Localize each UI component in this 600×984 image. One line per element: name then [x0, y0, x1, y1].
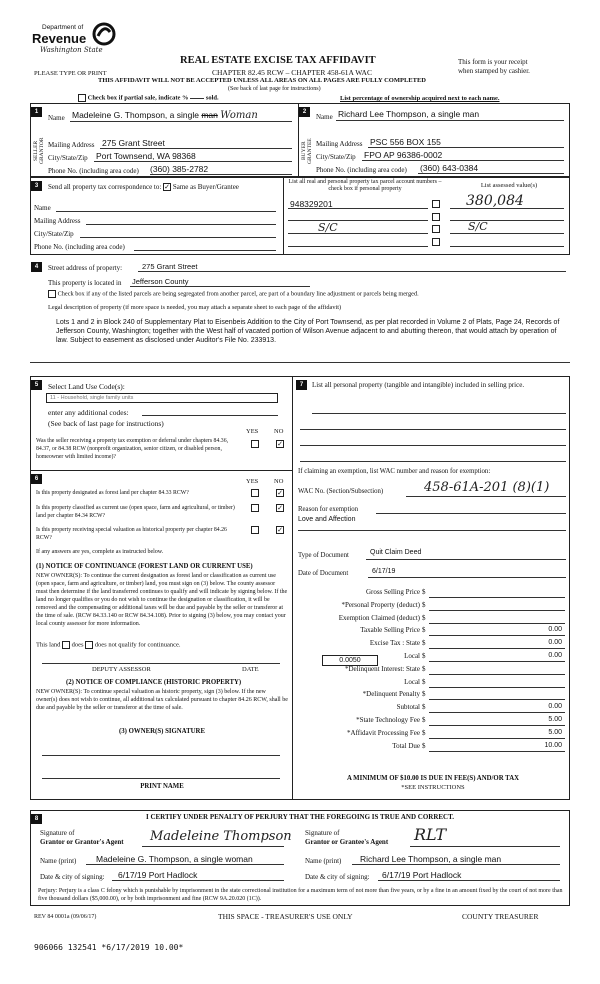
rev-number: REV 84 0001a (09/06/17)	[34, 914, 97, 920]
grantee-date-label: Date & city of signing:	[305, 873, 370, 881]
section-3-number: 3	[31, 181, 42, 191]
county-value: Jefferson County	[132, 277, 189, 286]
receipt-note-1: This form is your receipt	[458, 58, 528, 66]
revenue-swirl-icon	[92, 22, 116, 46]
see-back: (See back of last page for instructions)	[228, 86, 321, 92]
fee-label: Subtotal	[396, 703, 420, 712]
fee-label: Excise Tax : State	[369, 639, 420, 648]
forest-no-checkbox[interactable]: ✓	[277, 489, 283, 497]
fee-label: Taxable Selling Price	[360, 626, 420, 635]
seller-name: Madeleine G. Thompson, a single man Woman	[72, 110, 258, 121]
land-use-select[interactable]: 11 - Household, single family units	[46, 393, 278, 403]
current-use-question: Is this property classified as current use (open space, farm and agricultural, or timber) land per chapter 84.34 RCW?	[36, 505, 235, 519]
fee-dollar: $	[422, 613, 426, 622]
revenue-logo	[32, 20, 122, 60]
segregation-checkbox[interactable]	[48, 290, 56, 298]
notice1-body: NEW OWNER(S): To continue the current designation as forest land or classification as current use (open space, farm and agriculture, or timber) land, you must sign on (3) below. The county assessor must then determine if the land transferred continues to qualify and will indicate by signing below. If the land no longer qualifies or you do not wish to continue the designation or classification, it will be removed and the compensating or additional taxes will be due and payable by the seller or transferor at the time of sale. (RCW 84.33.140 or RCW 84.34.108). Prior to signing (3) below, you may contact your local county assessor for more information.	[36, 573, 288, 627]
form-chapter: CHAPTER 82.45 RCW – CHAPTER 458-61A WAC	[212, 68, 372, 77]
located-label: This property is located in	[48, 279, 122, 287]
see-instructions: *SEE INSTRUCTIONS	[401, 784, 465, 791]
fee-label: Exemption Claimed (deduct)	[338, 613, 420, 622]
fee-label: Local	[404, 677, 420, 686]
fee-dollar: $	[422, 716, 426, 724]
fee-dollar: $	[422, 703, 426, 712]
does-checkbox[interactable]	[62, 641, 70, 649]
perjury-text: Perjury: Perjury is a class C felony which is punishable by imprisonment in the state correctional institution for a maximum term of not more than five years, or by a fine in an amount fixed by the court of not more than five thousand dollars ($5,000.00), or by both imprisonment and fine (RCW 9A.20.020 (1C)).	[38, 888, 563, 902]
fee-row	[300, 703, 570, 715]
fee-row	[300, 601, 570, 613]
fee-row	[300, 742, 570, 754]
assessed-2: S/C	[468, 220, 488, 233]
section-2-number: 2	[299, 107, 310, 117]
fee-dollar: $	[422, 626, 426, 635]
reason-label: Reason for exemption	[298, 506, 359, 513]
partial-sale-checkbox[interactable]	[78, 94, 86, 102]
local-rate-box: 0.0050	[322, 655, 378, 666]
wac-label: WAC No. (Section/Subsection)	[298, 488, 384, 495]
exemption-yes-checkbox[interactable]	[251, 440, 259, 448]
grantor-signature: Madeleine Thompson	[150, 829, 292, 844]
personal-property-label: List all personal property (tangible and intangible) included in selling price.	[312, 381, 525, 389]
parcel-1-checkbox[interactable]	[432, 200, 440, 208]
parcel-4-checkbox[interactable]	[432, 238, 440, 246]
send-correspondence: Send all property tax correspondence to: ✓ Same as Buyer/Grantee	[48, 183, 239, 192]
grantee-date-city: 6/17/19 Port Hadlock	[382, 870, 462, 880]
grantor-date-city: 6/17/19 Port Hadlock	[118, 870, 198, 880]
fee-row	[300, 678, 570, 690]
notice2-body: NEW OWNER(S): To continue special valuation as historic property, sign (3) below. If the new owner(s) does not wish to continue, all additional tax calculated pursuant to chapter 84.26 RCW, shall be due and payable by the seller or transferor at the time of sale.	[36, 689, 288, 711]
fee-dollar: $	[422, 639, 426, 648]
buyer-side-label: BUYER GRANTEE	[301, 138, 313, 164]
fee-label: Total Due	[392, 741, 420, 750]
fee-label: *State Technology Fee	[356, 716, 420, 724]
form-warning: THIS AFFIDAVIT WILL NOT BE ACCEPTED UNLESS ALL AREAS ON ALL PAGES ARE FULLY COMPLETED	[98, 77, 426, 84]
sold-label: sold.	[205, 94, 219, 102]
this-land-row: This land does does not qualify for continuance.	[36, 641, 181, 649]
section-6-number: 6	[31, 474, 42, 484]
parcel-2: S/C	[318, 221, 338, 234]
partial-sale-row	[78, 94, 219, 102]
partial-sale-label: Check box if partial sale, indicate %	[87, 94, 189, 102]
current-use-yes-checkbox[interactable]	[251, 504, 259, 512]
fee-value: 5.00	[548, 716, 562, 723]
buyer-city-label: City/State/Zip	[316, 153, 356, 161]
assessed-1: 380,084	[466, 193, 524, 209]
fee-dollar: $	[422, 677, 426, 686]
wac-value: 458-61A-201 (8)(1)	[424, 480, 550, 495]
assessed-header: List assessed value(s)	[480, 182, 538, 189]
exemption-no-checkbox[interactable]: ✓	[277, 440, 283, 448]
does-not-checkbox[interactable]	[85, 641, 93, 649]
ownership-list: List percentage of ownership acquired next to each name.	[340, 95, 500, 102]
dept-line1: Department of	[42, 24, 84, 31]
fee-label: *Affidavit Processing Fee	[347, 728, 420, 737]
doc-date-value: 6/17/19	[372, 568, 396, 575]
minimum-note: A MINIMUM OF $10.00 IS DUE IN FEE(S) AND/OR TAX	[346, 775, 520, 782]
historic-yes-checkbox[interactable]	[251, 526, 259, 534]
fee-label: *Personal Property (deduct)	[341, 600, 420, 609]
seller-phone: (360) 385-2782	[150, 164, 209, 174]
grantee-print-name: Richard Lee Thompson, a single man	[360, 854, 502, 864]
buyer-city: FPO AP 96386-0002	[364, 150, 443, 160]
fee-row	[300, 729, 570, 741]
section-1-number: 1	[31, 107, 42, 117]
fee-value: 0.00	[548, 639, 562, 647]
fee-value: 0.00	[548, 626, 562, 634]
fee-dollar: $	[422, 728, 426, 737]
seller-address-label: Mailing Address	[48, 141, 95, 149]
doc-type-value: Quit Claim Deed	[370, 549, 422, 556]
current-use-no-checkbox[interactable]: ✓	[277, 504, 283, 512]
grantor-name-label: Name (print)	[40, 857, 77, 865]
s3-phone-label: Phone No. (including area code)	[34, 243, 125, 251]
fee-row	[300, 588, 570, 600]
reason-value: Love and Affection	[298, 516, 356, 523]
please-type: PLEASE TYPE OR PRINT	[34, 70, 107, 77]
seller-address: 275 Grant Street	[102, 138, 165, 148]
legal-description: Lots 1 and 2 in Block 240 of Supplementary Plat to Eisenbeis Addition to the City of Port Townsend, as per plat recorded in Volume 2 of Plats, Page 24, Records of Jefferson County, Washington; together with the West half of vacated portion of Wilson Avenue adjacent to and abutting thereon, that would attach by operation of law. Subject to easement as disclosed under Auditor's File No. 233913.	[56, 319, 560, 344]
s5-yes: YES	[246, 428, 259, 435]
fee-dollar: $	[422, 588, 426, 596]
s6-yes: YES	[246, 478, 259, 485]
seller-name-label: Name	[48, 114, 65, 122]
owner-signature: (3) OWNER(S) SIGNATURE	[119, 728, 205, 735]
s5-see-back: (See back of last page for instructions)	[48, 419, 164, 428]
fee-dollar: $	[422, 741, 426, 750]
fee-value: 5.00	[548, 728, 562, 736]
form-title: REAL ESTATE EXCISE TAX AFFIDAVIT	[180, 55, 376, 66]
fee-dollar: $	[422, 690, 426, 699]
seller-phone-label: Phone No. (including area code)	[48, 167, 139, 175]
section-4-number: 4	[31, 262, 42, 272]
notice1-title: (1) NOTICE OF CONTINUANCE (FOREST LAND OR CURRENT USE)	[36, 563, 253, 570]
grantor-sig-label1: Signature of	[40, 829, 75, 837]
section-5-number: 5	[31, 380, 42, 390]
fee-dollar: $	[422, 652, 426, 660]
fee-row	[300, 614, 570, 626]
s3-address-label: Mailing Address	[34, 217, 81, 225]
legal-label: Legal description of property (if more space is needed, you may attach a separate sheet to each page of the affidavit)	[48, 304, 342, 311]
receipt-stamp: 906066 132541 *6/17/2019 10.00*	[34, 943, 184, 952]
parcel-1: 948329201	[290, 199, 333, 209]
grantor-print-name: Madeleine G. Thompson, a single woman	[96, 854, 253, 864]
forest-question: Is this property designated as forest land per chapter 84.33 RCW?	[36, 490, 189, 496]
certify-text: I CERTIFY UNDER PENALTY OF PERJURY THAT THE FOREGOING IS TRUE AND CORRECT.	[145, 813, 454, 821]
buyer-phone: (360) 643-0384	[420, 163, 479, 173]
grantee-signature: RLT	[414, 825, 447, 844]
treasurer-space: THIS SPACE - TREASURER'S USE ONLY	[218, 912, 353, 921]
s5-no: NO	[274, 428, 284, 435]
wac-intro: If claiming an exemption, list WAC number and reason for exemption:	[298, 468, 491, 475]
forest-yes-checkbox[interactable]	[251, 489, 259, 497]
fee-dollar: $	[422, 600, 426, 609]
seller-city-label: City/State/Zip	[48, 154, 88, 162]
s3-name-label: Name	[34, 204, 51, 212]
county-treasurer: COUNTY TREASURER	[462, 912, 539, 921]
seller-city: Port Townsend, WA 98368	[96, 151, 196, 161]
grantee-sig-label1: Signature of	[305, 829, 340, 837]
grantor-sig-label2: Grantor or Grantor's Agent	[40, 838, 124, 846]
fee-label: *Delinquent Penalty	[362, 690, 420, 699]
additional-codes: enter any additional codes:	[48, 408, 129, 417]
fee-dollar: $	[422, 664, 426, 673]
parcel-2-checkbox[interactable]	[432, 213, 440, 221]
if-yes-note: If any answers are yes, complete as instructed below.	[36, 549, 164, 555]
deputy-date: DATE	[242, 666, 259, 673]
grantee-name-label: Name (print)	[305, 857, 342, 865]
fee-label: Local	[404, 652, 420, 660]
doc-type-label: Type of Document	[298, 552, 349, 559]
grantee-sig-label2: Grantor or Grantee's Agent	[305, 838, 389, 846]
fee-row	[300, 716, 570, 728]
dept-line2: Revenue	[32, 31, 87, 46]
seller-side-label: SELLER GRANTOR	[33, 137, 45, 165]
dept-line3: Washington State	[40, 46, 103, 54]
same-as-buyer-checkbox[interactable]: ✓	[164, 183, 171, 192]
fee-row	[300, 626, 570, 638]
receipt-note-2: when stamped by cashier.	[458, 67, 530, 75]
exemption-question: Was the seller receiving a property tax exemption or deferral under chapters 84.36, 84.37, or 84.38 RCW (nonprofit organization, senior citizen, or disabled person, homeowner with limited income)?	[36, 438, 229, 460]
buyer-name: Richard Lee Thompson, a single man	[338, 109, 480, 119]
fee-row	[300, 639, 570, 651]
deputy-assessor: DEPUTY ASSESSOR	[92, 666, 151, 673]
fee-value: 0.00	[548, 703, 562, 711]
historic-no-checkbox[interactable]: ✓	[277, 526, 283, 534]
historic-question: Is this property receiving special valuation as historical property per chapter 84.26 RCW?	[36, 527, 227, 541]
print-name-label: PRINT NAME	[140, 783, 184, 790]
fee-label: *Delinquent Interest: State	[344, 664, 420, 673]
fee-value: 0.00	[548, 652, 562, 659]
notice2-title: (2) NOTICE OF COMPLIANCE (HISTORIC PROPERTY)	[66, 679, 242, 686]
s3-city-label: City/State/Zip	[34, 230, 74, 238]
grantor-date-label: Date & city of signing:	[40, 873, 105, 881]
segregation-row: Check box if any of the listed parcels are being segregated from another parcel, are part of a boundary line adjustment or parcels being merged.	[48, 290, 419, 298]
buyer-address-label: Mailing Address	[316, 140, 363, 148]
section-8-number: 8	[31, 814, 42, 824]
fee-value: 10.00	[544, 741, 562, 749]
fee-row	[300, 690, 570, 702]
fee-row	[300, 665, 570, 677]
doc-date-label: Date of Document	[298, 570, 349, 577]
land-use-label: Select Land Use Code(s):	[48, 382, 125, 391]
street-label: Street address of property:	[48, 264, 123, 272]
parcel-header: List all real and personal property tax parcel account numbers – check box if personal property	[288, 179, 442, 192]
parcel-3-checkbox[interactable]	[432, 225, 440, 233]
buyer-address: PSC 556 BOX 155	[370, 137, 441, 147]
fee-label: Gross Selling Price	[365, 588, 420, 596]
section-7-number: 7	[296, 380, 307, 390]
street-value: 275 Grant Street	[142, 262, 198, 271]
buyer-name-label: Name	[316, 113, 333, 121]
s6-no: NO	[274, 478, 284, 485]
buyer-phone-label: Phone No. (including area code)	[316, 166, 407, 174]
